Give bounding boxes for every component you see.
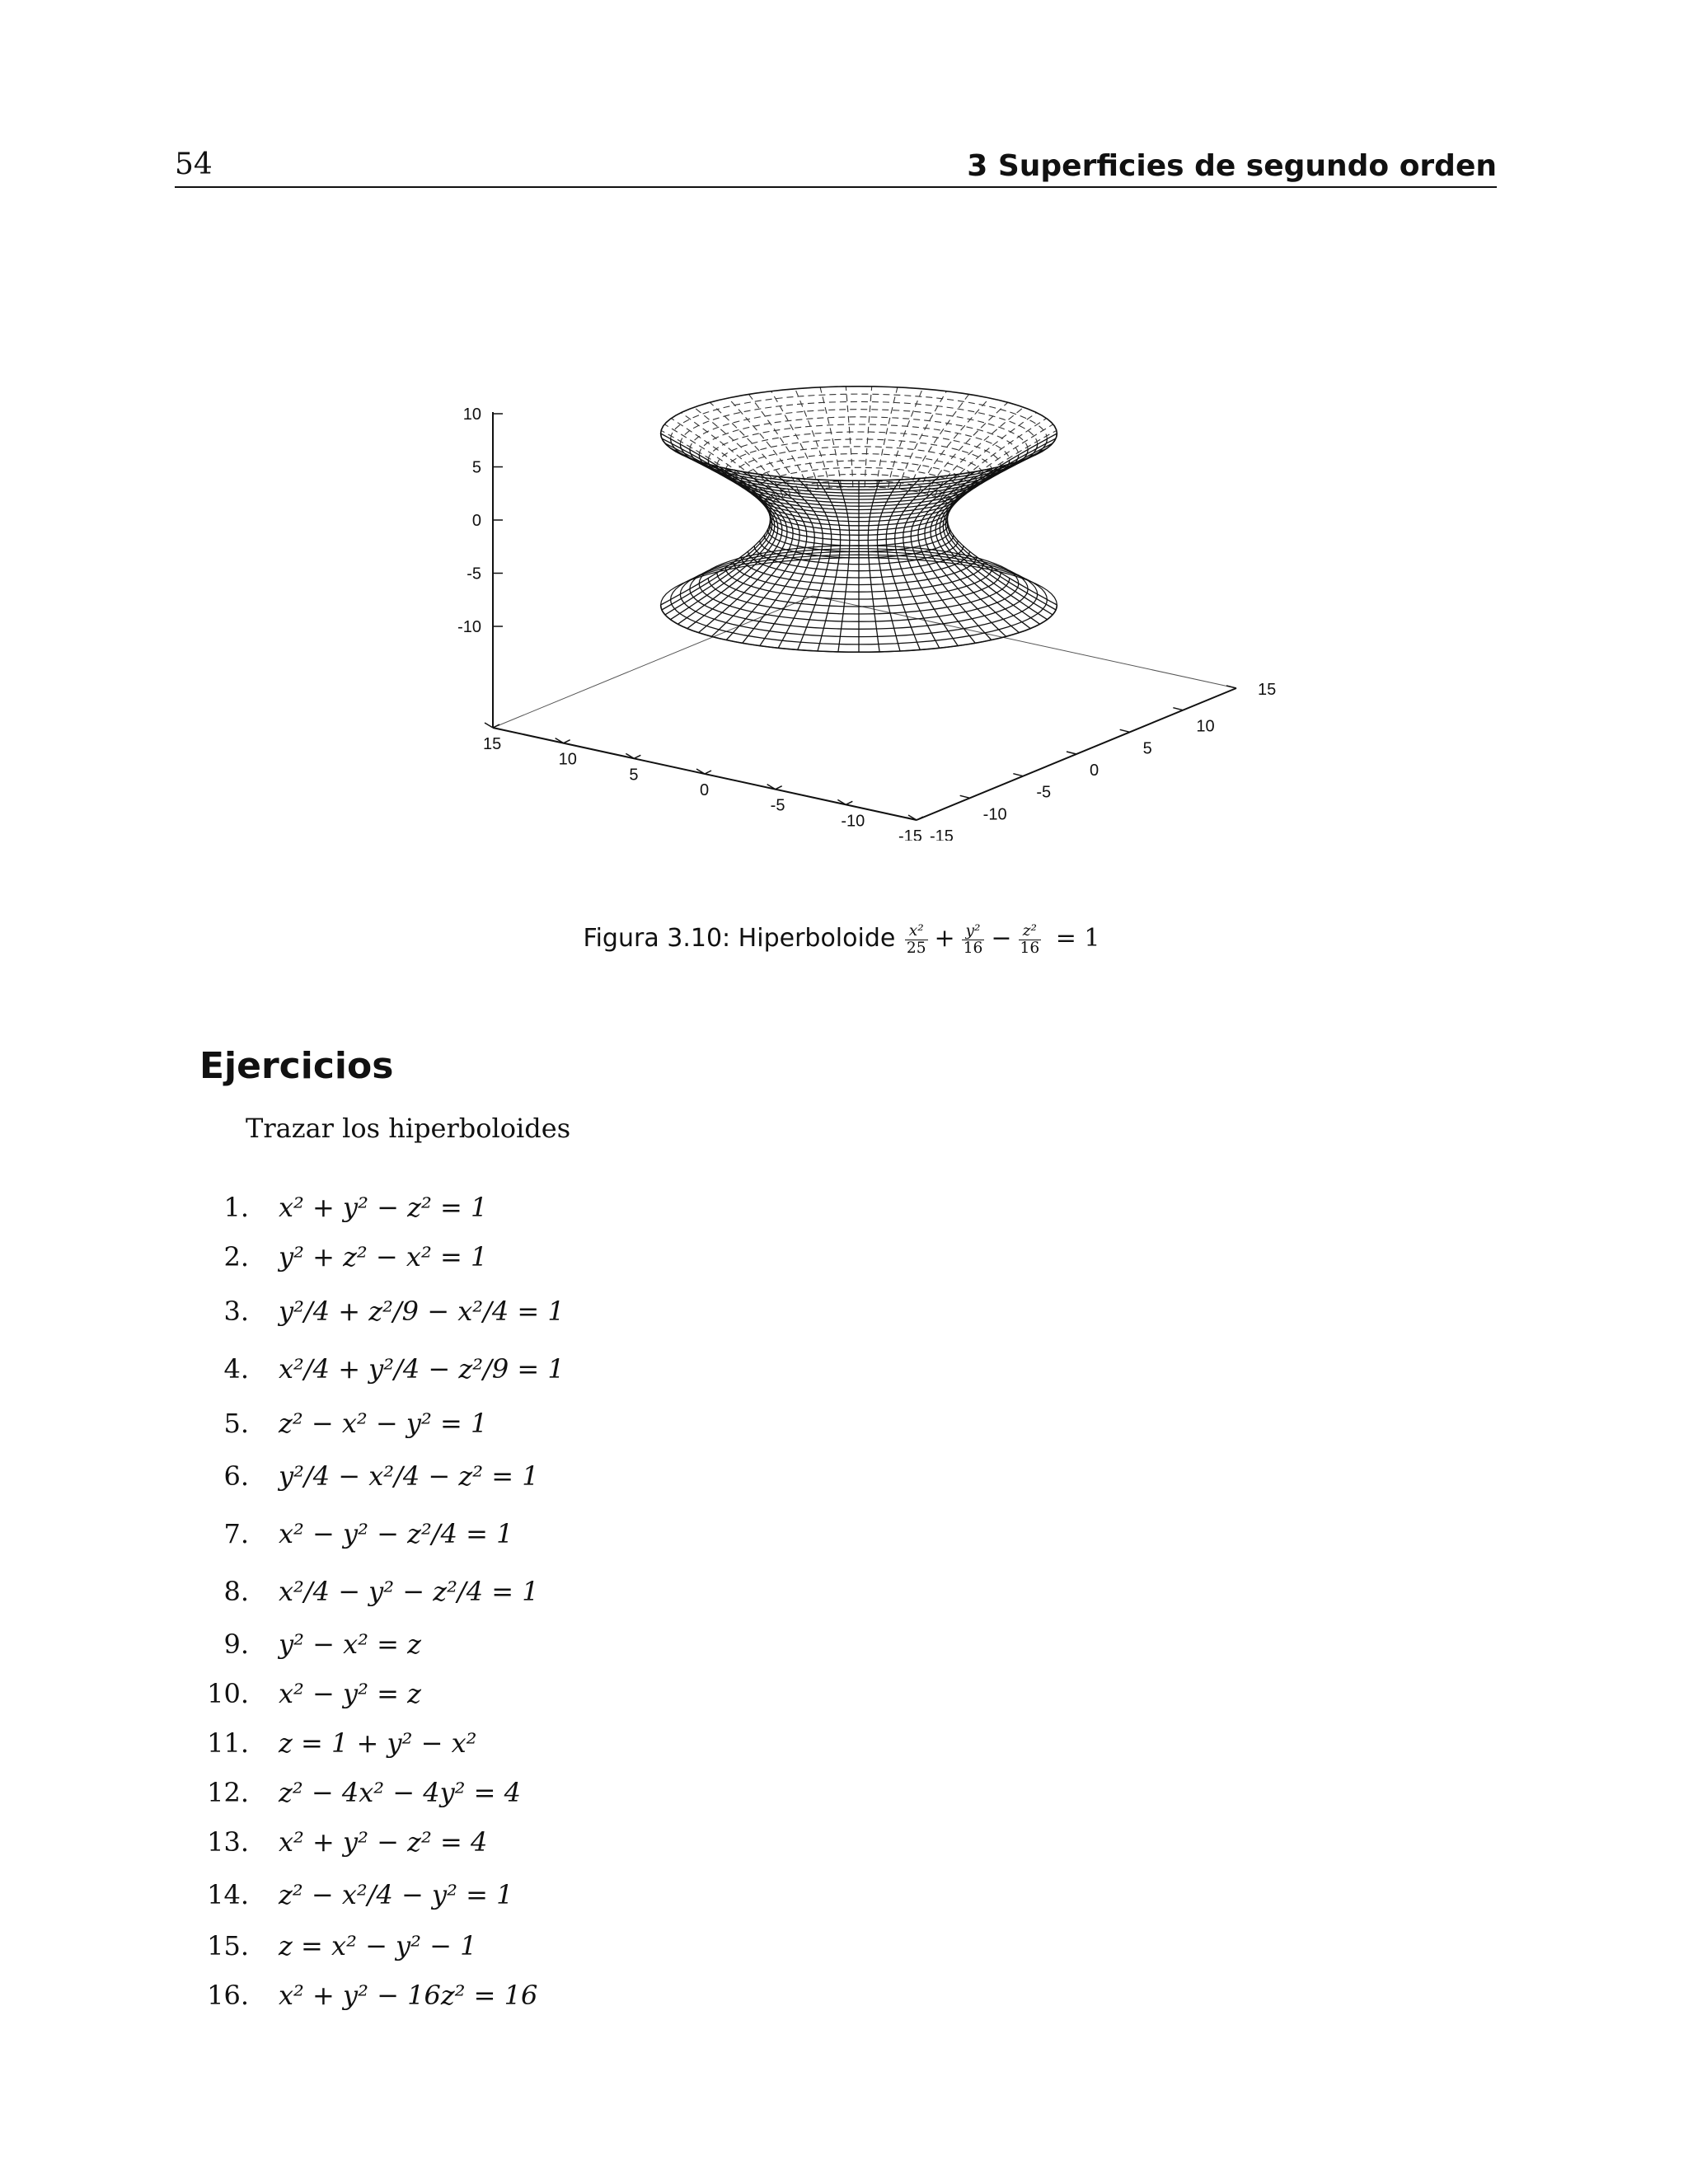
section-title: Ejercicios bbox=[199, 1045, 394, 1087]
x-tick-label: -10 bbox=[841, 812, 865, 831]
x-tick-label: 0 bbox=[700, 781, 710, 799]
exercise-number: 9. bbox=[223, 1629, 249, 1660]
exercise-formula: z² − x²/4 − y² = 1 bbox=[279, 1879, 513, 1910]
caption-frac-y: $\frac{\text{y²}}{16}$ bbox=[963, 922, 983, 957]
exercise-item bbox=[198, 1236, 940, 1277]
exercise-number: 16. bbox=[207, 1980, 249, 2011]
caption-equation: $\frac{\text{x²}}{25}$ + $\frac{\text{y²}}{16}$ − $\frac{\text{z²}}{16}$ = 1 bbox=[906, 922, 1100, 957]
y-tick bbox=[1120, 729, 1130, 732]
exercise-formula: x² − y² = z bbox=[279, 1678, 421, 1709]
exercise-number: 11. bbox=[207, 1727, 249, 1759]
exercise-item bbox=[198, 1187, 940, 1228]
exercise-number: 5. bbox=[223, 1408, 249, 1439]
exercise-number: 1. bbox=[223, 1192, 249, 1223]
exercise-formula: y² + z² − x² = 1 bbox=[279, 1241, 488, 1272]
x-tick bbox=[485, 723, 493, 728]
exercise-formula: z = 1 + y² − x² bbox=[279, 1727, 477, 1759]
exercise-number: 10. bbox=[207, 1678, 249, 1709]
surface-top-rim bbox=[661, 387, 1057, 480]
exercise-item bbox=[198, 1925, 940, 1966]
figure-caption bbox=[0, 923, 1688, 956]
page-number: 54 bbox=[175, 148, 213, 181]
exercise-item bbox=[198, 1624, 940, 1665]
exercise-formula: y² − x² = z bbox=[279, 1629, 421, 1660]
back-axis-line bbox=[493, 596, 813, 728]
chapter-title: 3 Superficies de segundo orden bbox=[967, 149, 1497, 183]
x-tick-label: -5 bbox=[770, 796, 785, 815]
y-tick bbox=[1067, 752, 1076, 754]
x-tick-label: 10 bbox=[558, 750, 577, 769]
surface-hidden-ring bbox=[661, 387, 1057, 434]
x-tick-label: 5 bbox=[629, 766, 639, 785]
y-tick-label: 15 bbox=[1258, 681, 1277, 699]
x-tick bbox=[846, 801, 852, 804]
exercise-item bbox=[198, 1772, 940, 1813]
x-tick bbox=[776, 786, 782, 790]
exercise-formula: z = x² − y² − 1 bbox=[279, 1930, 477, 1961]
exercise-item bbox=[198, 1975, 940, 2016]
exercise-number: 3. bbox=[223, 1296, 249, 1327]
y-tick-label: 10 bbox=[1196, 717, 1215, 736]
x-tick-label: 15 bbox=[483, 735, 502, 753]
y-tick bbox=[960, 795, 970, 798]
exercise-number: 4. bbox=[223, 1353, 249, 1385]
exercise-number: 14. bbox=[207, 1879, 249, 1910]
exercise-item bbox=[198, 1348, 940, 1390]
hyperboloid-surface bbox=[661, 387, 1057, 652]
z-tick-label: -5 bbox=[467, 565, 481, 583]
page-header bbox=[175, 140, 1497, 188]
exercise-number: 2. bbox=[223, 1241, 249, 1272]
x-tick bbox=[493, 724, 499, 728]
surface-hidden-ring bbox=[734, 447, 984, 476]
hyperboloid-plot bbox=[429, 346, 1286, 841]
plot-ticks bbox=[457, 405, 1276, 841]
surface-hidden-ring bbox=[725, 439, 992, 471]
y-tick-label: 5 bbox=[1142, 739, 1152, 758]
exercise-item bbox=[198, 1291, 940, 1332]
caption-label: Figura 3.10: Hiperboloide bbox=[583, 924, 896, 954]
exercise-number: 15. bbox=[207, 1930, 249, 1961]
x-tick bbox=[634, 755, 640, 758]
x-tick bbox=[705, 771, 711, 774]
caption-frac-z: $\frac{\text{z²}}{16}$ bbox=[1020, 922, 1040, 957]
section-intro: Trazar los hiperboloides bbox=[246, 1113, 571, 1144]
exercise-item bbox=[198, 1403, 940, 1444]
y-tick bbox=[1173, 708, 1183, 710]
exercise-formula: x² + y² − z² = 4 bbox=[279, 1826, 488, 1858]
exercise-number: 12. bbox=[207, 1777, 249, 1808]
plot-axes bbox=[493, 412, 1236, 820]
surface-meridian bbox=[947, 438, 1056, 610]
z-tick-label: 0 bbox=[471, 512, 481, 530]
exercise-item bbox=[198, 1722, 940, 1764]
exercise-item bbox=[198, 1874, 940, 1915]
surface-hidden-meridian bbox=[681, 413, 776, 499]
exercise-item bbox=[198, 1821, 940, 1863]
y-tick-label: -15 bbox=[930, 827, 954, 841]
exercise-item bbox=[198, 1673, 940, 1714]
x-tick-label: -15 bbox=[898, 827, 922, 841]
surface-hidden-meridian bbox=[940, 413, 1036, 499]
exercise-formula: x² − y² − z²/4 = 1 bbox=[279, 1518, 513, 1549]
exercise-formula: x² + y² − z² = 1 bbox=[279, 1192, 488, 1223]
exercise-item bbox=[198, 1571, 940, 1612]
caption-equals: = 1 bbox=[1055, 924, 1100, 954]
y-tick bbox=[1013, 774, 1023, 776]
exercise-formula: y²/4 + z²/9 − x²/4 = 1 bbox=[279, 1296, 565, 1327]
y-tick-label: -5 bbox=[1036, 783, 1052, 802]
exercise-number: 6. bbox=[223, 1460, 249, 1492]
exercise-formula: x²/4 − y² − z²/4 = 1 bbox=[279, 1576, 539, 1607]
surface-hidden-ring bbox=[708, 424, 1010, 461]
x-tick bbox=[564, 740, 570, 743]
exercise-number: 13. bbox=[207, 1826, 249, 1858]
z-tick-label: 5 bbox=[471, 458, 481, 477]
y-tick bbox=[1226, 686, 1236, 688]
caption-frac-x: $\frac{\text{x²}}{25}$ bbox=[906, 922, 926, 957]
z-tick-label: 10 bbox=[462, 405, 481, 424]
exercise-number: 7. bbox=[223, 1518, 249, 1549]
exercise-formula: x² + y² − 16z² = 16 bbox=[279, 1980, 538, 2011]
exercise-formula: y²/4 − x²/4 − z² = 1 bbox=[279, 1460, 539, 1492]
exercise-number: 8. bbox=[223, 1576, 249, 1607]
exercise-formula: x²/4 + y²/4 − z²/9 = 1 bbox=[279, 1353, 565, 1385]
exercise-item bbox=[198, 1513, 940, 1554]
exercise-item bbox=[198, 1455, 940, 1497]
exercise-formula: z² − x² − y² = 1 bbox=[279, 1408, 488, 1439]
z-tick-label: -10 bbox=[457, 618, 481, 636]
y-tick-label: 0 bbox=[1090, 762, 1100, 780]
exercise-formula: z² − 4x² − 4y² = 4 bbox=[279, 1777, 522, 1808]
y-tick-label: -10 bbox=[982, 805, 1007, 824]
surface-meridian bbox=[662, 438, 771, 610]
